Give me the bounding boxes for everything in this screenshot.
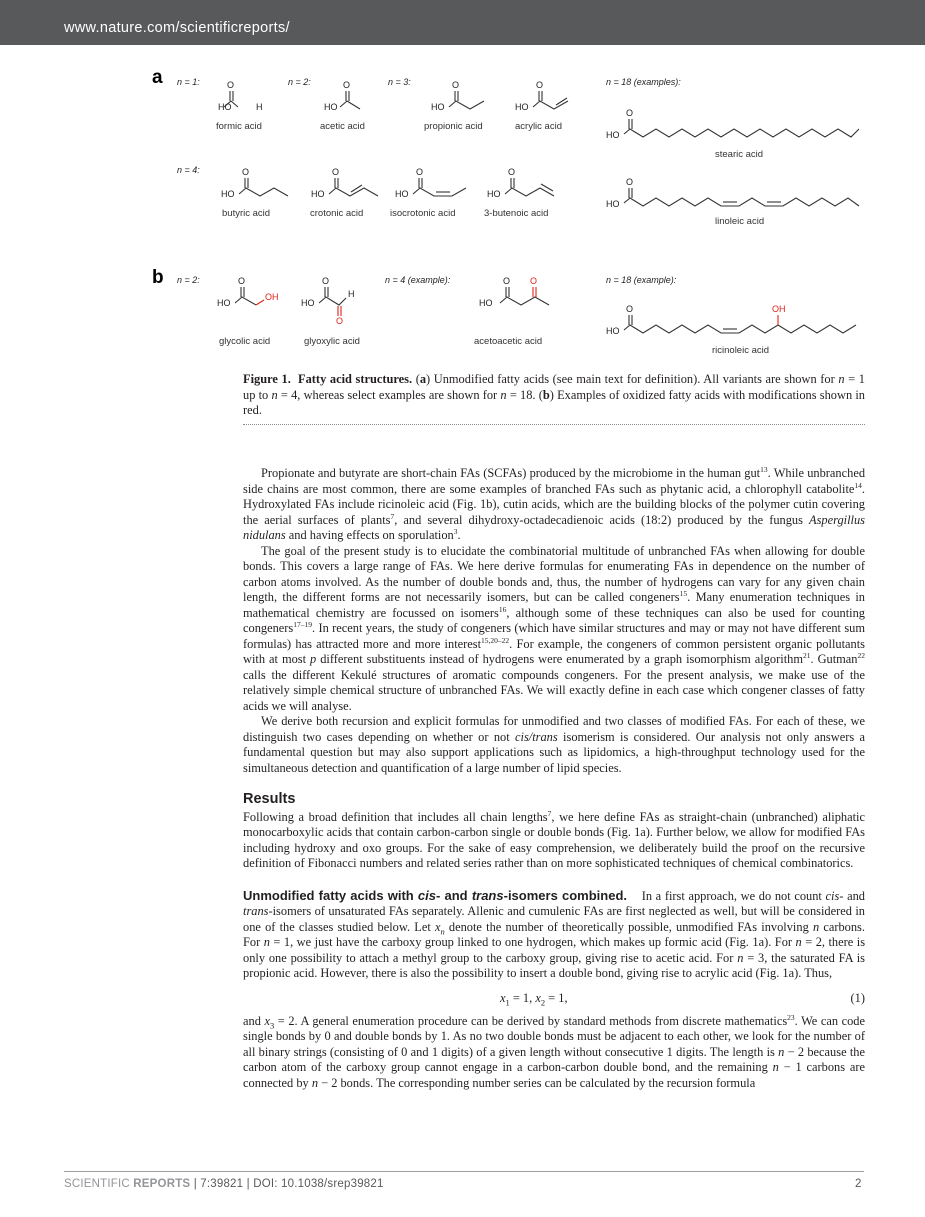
acetic-acid-label: acetic acid (320, 121, 365, 132)
n2-label: n = 2: (288, 77, 311, 87)
svg-text:HO: HO (221, 189, 235, 199)
crotonic-acid-structure (311, 167, 378, 199)
figure-1 (140, 60, 880, 370)
n18-examples-label: n = 18 (examples): (606, 77, 681, 87)
svg-text:O: O (343, 80, 351, 90)
svg-text:O: O (626, 304, 634, 314)
b-n4-label: n = 4 (example): (385, 275, 451, 285)
caption-divider (243, 424, 865, 427)
caption-label: Figure 1. (243, 372, 291, 386)
svg-text:HO: HO (217, 298, 231, 308)
glyoxylic-acid-label: glyoxylic acid (304, 336, 360, 347)
b-n18-label: n = 18 (example): (606, 275, 677, 285)
results-heading: Results (243, 791, 296, 807)
svg-text:HO: HO (487, 189, 501, 199)
svg-text:HO: HO (606, 130, 620, 140)
svg-text:HO: HO (218, 102, 232, 112)
page-number: 2 (855, 1178, 862, 1190)
svg-text:HO: HO (395, 189, 409, 199)
butyric-acid-structure (221, 167, 288, 199)
equation-1-number: (1) (850, 990, 865, 1005)
butenoic-acid-structure (487, 167, 554, 199)
svg-text:O: O (242, 167, 250, 177)
propionic-acid-label: propionic acid (424, 121, 483, 132)
svg-text:O: O (332, 167, 340, 177)
footer-citation: SCIENTIFIC REPORTS | 7:39821 | DOI: 10.1038/srep39821 (64, 1178, 384, 1190)
paragraph-3: We derive both recursion and explicit formulas for unmodified and two classes of modified FAs. For each of these, we distinguish two cases depending on whether or not cis/trans isomerism is considered. Our analysis not only answers a fundamental question but may also support applications such as lipidomics, a high-throughput technology used for the simultaneous detection and quantification of a large number of lipid species. (243, 714, 866, 775)
caption-title: Fatty acid structures. (298, 372, 413, 386)
glyoxylic-acid-structure (301, 276, 355, 326)
isocrotonic-acid-label: isocrotonic acid (390, 208, 456, 219)
svg-text:HO: HO (324, 102, 338, 112)
crotonic-acid-label: crotonic acid (310, 208, 364, 219)
glycolic-acid-label: glycolic acid (219, 336, 271, 347)
svg-text:O: O (322, 276, 330, 286)
subsection-paragraph-2: and $x_3 = 2$. A general enumeration procedure can be derived by standard methods from discrete mathematics$^{23}$. We can code single bonds by 0 and double bonds by 1. As no two double bonds must be adjacent to each other, we look for the number of all binary strings (consisting of 0 and 1 digits) of a given length without consecutive 1 digits. The length is n − 2 because the carbon atom of the carboxy group cannot engage in a carbon-carbon double bond, and the remaining n − 1 carbons are connected by n − 2 bonds. The corresponding number series can be calculated by the recursion formula (243, 1012, 866, 1090)
svg-text:O: O (238, 276, 246, 286)
formic-acid-label: formic acid (216, 121, 262, 132)
subsection-paragraph-1: Unmodified fatty acids with cis- and trans-isomers combined. In a first approach, we do not count cis- and trans-isomers of unsaturated FAs separately. Allenic and cumulenic FAs are first neglected as well, but will be considered in one of the classes studied below. Let $x_n$ denote the number of theoretically possible, unmodified FAs involving n carbons. For n = 1, we just have the carboxy group linked to one hydrogen, which makes up formic acid (Fig. 1a). For n = 2, there is only one possibility to attach a methyl group to the carboxy group, giving rise to acetic acid. For n = 3, the saturated FA is propionic acid. However, there is also the possibility to insert a double bond, giving rise to acrylic acid (Fig. 1a). Thus, (243, 887, 866, 980)
subsection-heading: Unmodified fatty acids with cis- and trans-isomers combined. (243, 887, 627, 903)
svg-text:HO: HO (606, 326, 620, 336)
acetoacetic-acid-structure (479, 276, 549, 308)
svg-text:HO: HO (515, 102, 529, 112)
ricinoleic-acid-label: ricinoleic acid (712, 345, 770, 356)
svg-text:O: O (530, 276, 538, 286)
svg-text:O: O (503, 276, 511, 286)
svg-text:O: O (336, 316, 344, 326)
panel-b-label: b (152, 267, 164, 288)
ricinoleic-acid-structure (606, 304, 856, 336)
svg-text:O: O (536, 80, 544, 90)
svg-text:HO: HO (606, 199, 620, 209)
svg-text:HO: HO (479, 298, 493, 308)
stearic-acid-structure (606, 108, 859, 140)
equation-1: $x_1 = 1$, $x_2 = 1$, (1) (500, 990, 865, 1007)
svg-text:O: O (416, 167, 424, 177)
n1-label: n = 1: (177, 77, 200, 87)
glycolic-acid-structure (217, 276, 279, 308)
acetic-acid-structure (324, 80, 360, 112)
paragraph-1: Propionate and butyrate are short-chain FAs (SCFAs) produced by the microbiome in the human gut$^{13}$. While unbranched side chains are most common, there are some examples of branched FAs such as phytanic acid, a chlorophyll catabolite$^{14}$. Hydroxylated FAs include ricinoleic acid (Fig. 1b), cutin acids, which are the building blocks of the polymer cutin covering the aerial surfaces of plants$^7$, and several dihydroxy-octadecadienoic acids (18:2) produced by the fungus Aspergillus nidulans and having effects on sporulation$^3$. (243, 464, 866, 542)
paragraph-2: The goal of the present study is to elucidate the combinatorial multitude of unbranched FAs when allowing for double bonds. This covers a large range of FAs. We here derive formulas for enumerating FAs in dependence on the number of carbon atoms involved. As the number of double bonds and, thus, the number of hydrogens can vary for any given chain length, the different forms are not necessarily isomers, but can be called congeners$^{15}$. Many enumeration techniques in mathematical chemistry are focussed on isomers$^{16}$, although some of these techniques can also be used for counting congeners$^{17-19}$. In recent years, the study of congeners (which have similar structures and may or may not have different sum formulas) has attracted more and more interest$^{15,20-22}$. For example, the congeners of common persistent organic pollutants with at most p different substituents instead of hydrogens were enumerated by a graph isomorphism algorithm$^{21}$. Gutman$^{22}$ calls the different Kekulé structures of aromatic compounds congeners. For the present analysis, we make use of the relatively simple chemical structure of unbranched FAs. We will exactly define in each case which congener classes of fatty acids we will analyse. (243, 543, 866, 713)
stearic-acid-label: stearic acid (715, 149, 764, 160)
acrylic-acid-label: acrylic acid (515, 121, 562, 132)
butyric-acid-label: butyric acid (222, 208, 271, 219)
svg-text:O: O (626, 177, 634, 187)
isocrotonic-acid-structure (395, 167, 466, 199)
n4-label: n = 4: (177, 165, 200, 175)
figure-1-structures (140, 60, 880, 370)
svg-text:H: H (256, 102, 263, 112)
footer-divider (64, 1171, 864, 1172)
svg-text:OH: OH (772, 304, 786, 314)
svg-text:O: O (508, 167, 516, 177)
journal-url[interactable]: www.nature.com/scientificreports/ (64, 20, 290, 36)
butenoic-acid-label: 3-butenoic acid (484, 208, 549, 219)
linoleic-acid-label: linoleic acid (715, 216, 765, 227)
figure-caption: Figure 1. Fatty acid structures. (a) Unmodified fatty acids (see main text for definition). All variants are shown for n = 1 up to n = 4, whereas select examples are shown for n = 18. (b) Examples of oxidized fatty acids with modifications shown in red. (243, 372, 865, 417)
article-body (243, 466, 865, 1091)
svg-text:HO: HO (311, 189, 325, 199)
journal-name: SCIENTIFIC REPORTS (64, 1178, 191, 1190)
linoleic-acid-structure (606, 177, 859, 209)
svg-text:OH: OH (265, 292, 279, 302)
acrylic-acid-structure (515, 80, 568, 112)
n3-label: n = 3: (388, 77, 411, 87)
svg-text:O: O (227, 80, 235, 90)
propionic-acid-structure (431, 80, 484, 112)
panel-a-label: a (152, 67, 163, 88)
svg-text:O: O (626, 108, 634, 118)
header-bar (0, 0, 925, 45)
acetoacetic-acid-label: acetoacetic acid (474, 336, 543, 347)
svg-text:HO: HO (431, 102, 445, 112)
b-n2-label: n = 2: (177, 275, 200, 285)
svg-text:O: O (452, 80, 460, 90)
svg-text:HO: HO (301, 298, 315, 308)
formic-acid-structure (218, 80, 263, 112)
svg-text:H: H (348, 289, 355, 299)
results-paragraph-1: Following a broad definition that includes all chain lengths$^7$, we here define FAs as straight-chain (unbranched) aliphatic monocarboxylic acids that contain carbon-carbon single or double bonds (Fig. 1a). Further below, we allow for modified FAs including hydroxy and oxo groups. For the sake of easy comprehension, we deliberately build the proof on the recursive definition of Fibonacci numbers and related series rather than on more sophisticated techniques of chemical combinatorics. (243, 808, 865, 870)
